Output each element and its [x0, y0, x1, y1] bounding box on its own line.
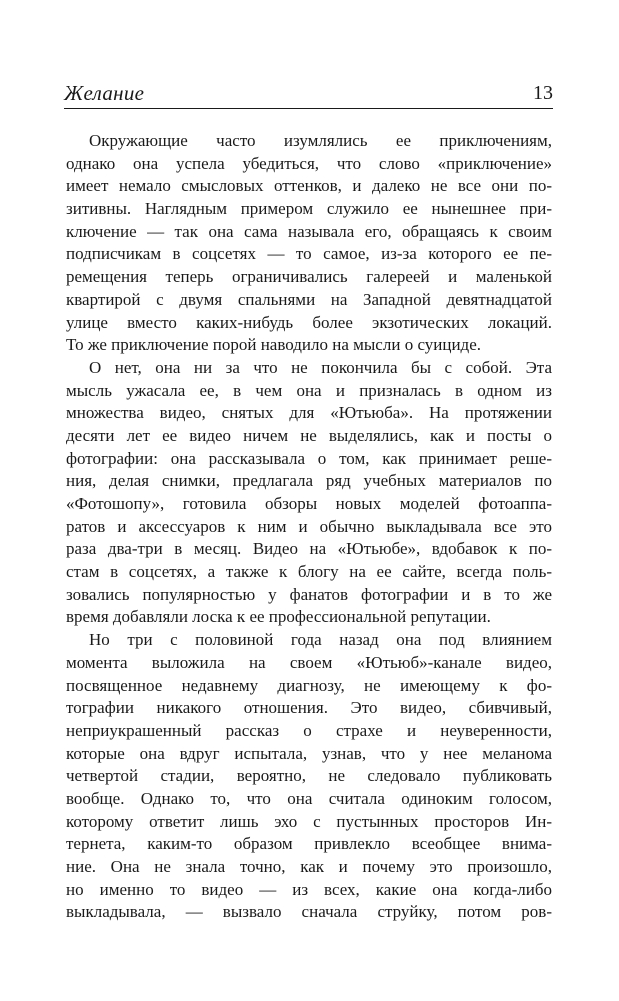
paragraph: [66, 357, 552, 629]
text-line: То же приключение порой наводило на мысли о суициде.: [66, 335, 481, 355]
text-line: ратов и аксессуаров к ним и обычно выкладывала все это: [66, 516, 552, 536]
text-line: тографии никакого отношения. Это видео, сбивчивый,: [66, 698, 552, 718]
text-line: «Фотошопу», готовила обзоры новых моделей фотоаппа-: [66, 494, 552, 513]
text-line: четвертой стадии, вероятно, не следовало публиковать: [66, 766, 552, 786]
text-line: вообще. Однако то, что она считала одиноким голосом,: [66, 788, 552, 808]
text-line: подписчикам в соцсетях — то самое, из-за которого ее пе-: [66, 244, 552, 264]
text-line: Но три с половиной года назад она под влиянием: [89, 630, 552, 650]
text-line: ния, делая снимки, предлагала ряд учебных материалов по: [66, 471, 552, 491]
running-title: Желание: [64, 81, 145, 105]
text-line: множества видео, снятых для «Ютьюба». На протяжении: [66, 403, 552, 423]
text-line: которому ответит лишь эхо с пустынных просторов Ин-: [66, 811, 552, 831]
text-line: имеет немало смысловых оттенков, и далеко не все они по-: [66, 176, 552, 196]
text-line: но именно то видео — из всех, какие она когда-либо: [66, 879, 552, 899]
paragraph: [66, 130, 552, 357]
text-line: Окружающие часто изумлялись ее приключениям,: [89, 131, 552, 150]
text-body: [66, 130, 552, 924]
text-line: выкладывала, — вызвало сначала струйку, потом ров-: [66, 902, 552, 922]
text-line: мысль ужасала ее, в чем она и призналась в одном из: [66, 380, 552, 400]
text-line: квартирой с двумя спальнями на Западной девятнадцатой: [66, 289, 552, 309]
text-line: стам в соцсетях, а также к блогу на ее сайте, всегда поль-: [66, 562, 552, 582]
text-line: ремещения теперь ограничивались галереей и маленькой: [66, 267, 552, 287]
header-rule: [64, 108, 553, 109]
text-line: которые она вдруг испытала, узнав, что у нее меланома: [66, 743, 552, 763]
text-line: момента выложила на своем «Ютьюб»-канале видео,: [66, 652, 552, 672]
page-number: 13: [533, 82, 553, 104]
page-header: [64, 80, 553, 108]
text-line: однако она успела убедиться, что слово «приключение»: [66, 153, 552, 173]
text-line: ние. Она не знала точно, как и почему это произошло,: [66, 857, 552, 876]
text-line: время добавляли лоска к ее профессиональной репутации.: [66, 607, 491, 627]
text-line: улице вместо каких-нибудь более экзотических локаций.: [66, 312, 552, 332]
paragraph: [66, 629, 552, 924]
text-line: фотографии: она рассказывала о том, как принимает реше-: [66, 448, 552, 468]
text-line: зовались популярностью у фанатов фотографии и в то же: [66, 584, 552, 604]
text-line: тернета, каким-то образом привлекло всеобщее внима-: [66, 834, 552, 854]
text-line: посвященное недавнему диагнозу, не имеющему к фо-: [66, 675, 552, 695]
text-line: О нет, она ни за что не покончила бы с собой. Эта: [89, 357, 552, 377]
text-line: ключение — так она сама называла его, обращаясь к своим: [66, 221, 552, 241]
text-line: неприукрашенный рассказ о страхе и неуверенности,: [66, 720, 552, 740]
text-line: раза два-три в месяц. Видео на «Ютьюбе», вдобавок к по-: [66, 539, 552, 559]
text-line: десяти лет ее видео ничем не выделялись, как и посты о: [66, 425, 552, 445]
text-line: зитивны. Наглядным примером служило ее нынешнее при-: [66, 199, 552, 219]
